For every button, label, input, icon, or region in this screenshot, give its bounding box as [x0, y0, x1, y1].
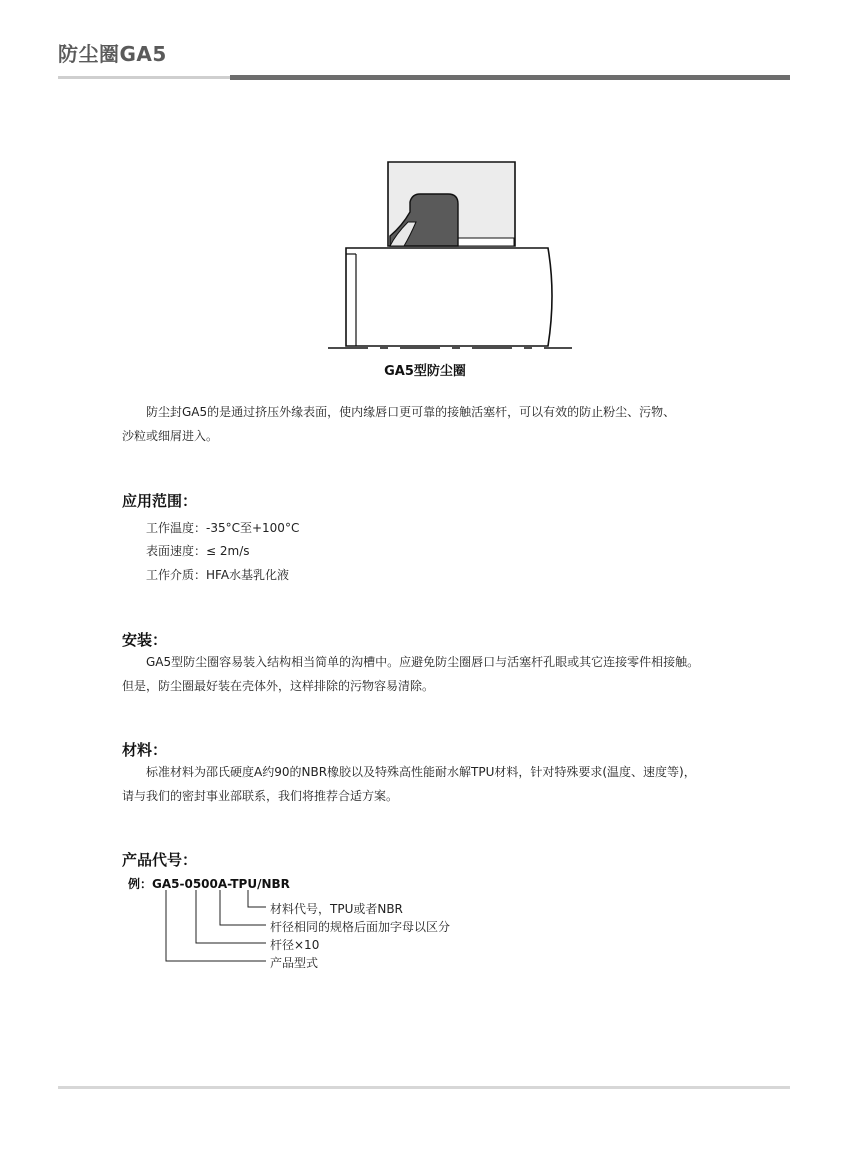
code-label-material: 材料代号，TPU或者NBR — [270, 902, 403, 916]
intro-line-1: 防尘封GA5的是通过挤压外缘表面，使内缘唇口更可靠的接触活塞杆，可以有效的防止粉尘、污物、 — [146, 405, 676, 419]
diagram-caption: GA5型防尘圈 — [384, 364, 466, 379]
header-rule-dark — [230, 75, 790, 80]
material-line-1: 标准材料为邵氏硬度A约90的NBR橡胶以及特殊高性能耐水解TPU材料，针对特殊要求(温度、速度等)， — [146, 765, 696, 779]
spec-temperature: 工作温度：-35°C至+100°C — [146, 521, 300, 535]
application-heading: 应用范围： — [122, 492, 198, 510]
code-label-variant: 杆径相同的规格后面加字母以区分 — [270, 920, 451, 934]
leader-variant — [220, 890, 266, 925]
material-line-2: 请与我们的密封事业部联系，我们将推荐合适方案。 — [122, 789, 399, 803]
product-code-example: 例：GA5-0500A-TPU/NBR — [128, 877, 290, 891]
product-code-heading: 产品代号： — [122, 851, 198, 869]
installation-heading: 安装： — [122, 631, 168, 649]
material-heading: 材料： — [122, 741, 168, 759]
spec-medium: 工作介质：HFA水基乳化液 — [146, 568, 290, 582]
code-label-rod-diameter: 杆径×10 — [270, 938, 320, 952]
installation-line-2: 但是，防尘圈最好装在壳体外，这样排除的污物容易清除。 — [122, 679, 435, 693]
leader-material — [248, 890, 266, 907]
header-rule-light — [58, 76, 230, 79]
page-title: 防尘圈GA5 — [58, 42, 167, 66]
leader-rod-diameter — [196, 890, 266, 943]
intro-line-2: 沙粒或细屑进入。 — [122, 429, 219, 443]
leader-product-type — [166, 890, 266, 961]
code-label-product-type: 产品型式 — [270, 956, 319, 970]
spec-speed: 表面速度：≤ 2m/s — [146, 544, 250, 558]
rod-outline — [346, 248, 552, 346]
installation-line-1: GA5型防尘圈容易装入结构相当简单的沟槽中。应避免防尘圈唇口与活塞杆孔眼或其它连接零件相接触。 — [146, 655, 700, 669]
seal-cross-section-diagram — [320, 150, 580, 360]
footer-rule — [58, 1086, 790, 1089]
